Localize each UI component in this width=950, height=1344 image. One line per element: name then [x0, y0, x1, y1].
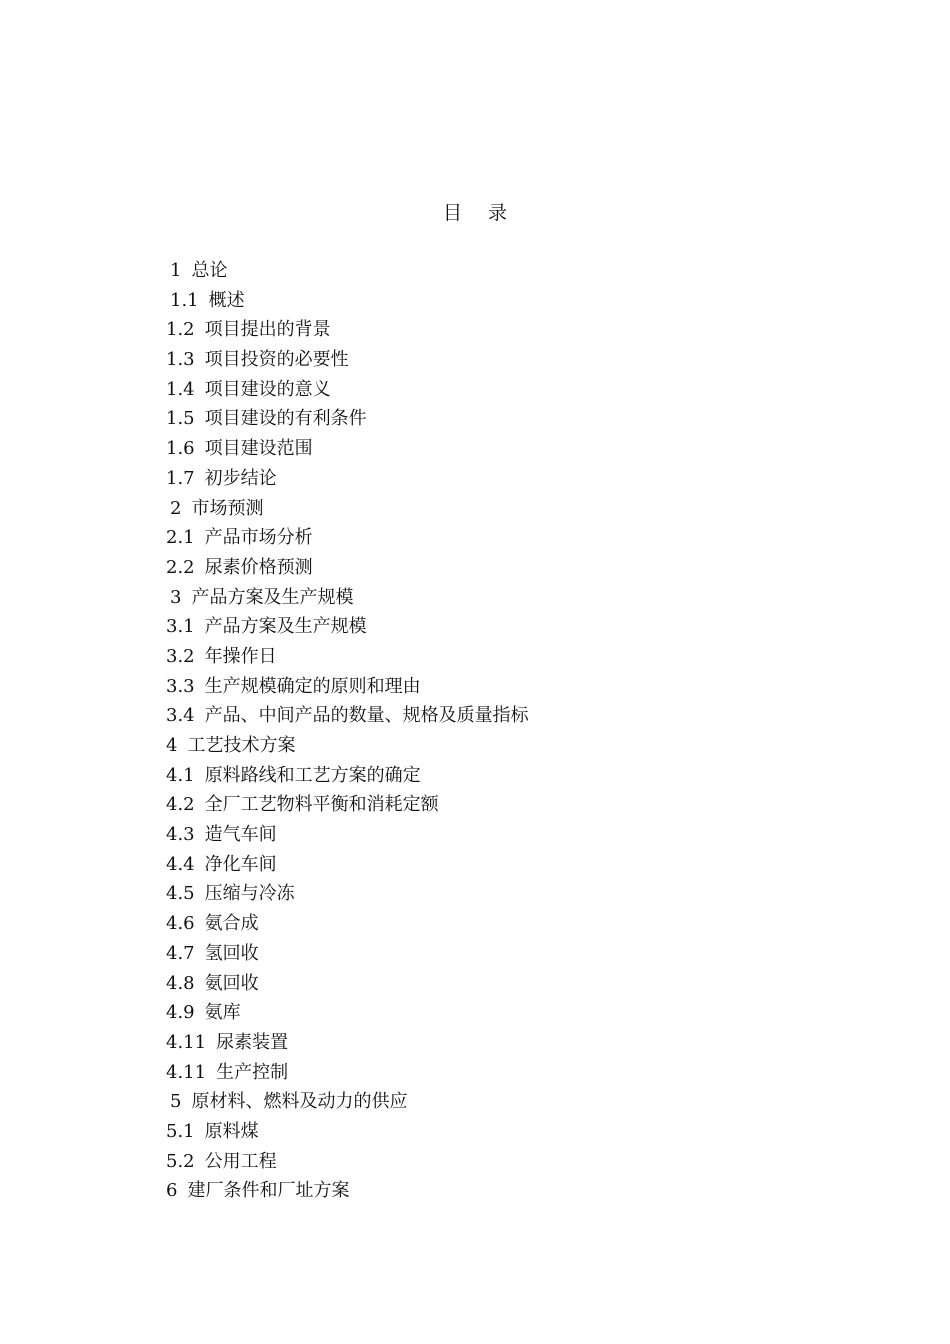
- toc-entry: [166, 404, 529, 434]
- toc-entry-text: 净化车间: [204, 853, 277, 875]
- toc-entry-text: 建厂条件和厂址方案: [187, 1180, 350, 1202]
- toc-entry-text: 生产规模确定的原则和理由: [204, 675, 421, 697]
- toc-entry-number: 2.1: [166, 527, 195, 549]
- toc-entry: [166, 939, 529, 969]
- toc-entry-number: 1.4: [166, 378, 195, 400]
- toc-entry: [166, 1147, 529, 1177]
- toc-entry-number: 4.11: [166, 1061, 207, 1083]
- toc-entry-number: 1.3: [166, 349, 195, 371]
- toc-entry-number: 4.2: [166, 794, 195, 816]
- toc-entry-number: 4.7: [166, 942, 195, 964]
- toc-entry: [166, 612, 529, 642]
- toc-entry: [166, 850, 529, 880]
- toc-title-part: 目: [442, 202, 462, 224]
- toc-entry-number: 4.6: [166, 913, 195, 935]
- toc-entry-number: 1.7: [166, 467, 195, 489]
- toc-entry: [166, 909, 529, 939]
- toc-entry-text: 总论: [191, 260, 228, 281]
- toc-entry: [166, 820, 529, 850]
- toc-entry: [166, 553, 529, 583]
- toc-entry: [166, 494, 529, 524]
- toc-entry: [166, 672, 529, 702]
- toc-title: [0, 198, 950, 225]
- toc-entry-number: 4.3: [166, 824, 195, 846]
- toc-entry-number: 4.8: [166, 972, 195, 994]
- toc-entry-text: 原料煤: [204, 1120, 259, 1142]
- toc-entry-text: 项目建设的意义: [204, 378, 331, 400]
- toc-entry: [166, 761, 529, 791]
- toc-entry-text: 尿素装置: [216, 1031, 289, 1053]
- toc-entry-text: 氨库: [204, 1002, 241, 1024]
- toc-entry: [166, 1176, 529, 1206]
- toc-entry-number: 1.1: [170, 289, 199, 311]
- toc-entry: [166, 731, 529, 761]
- toc-entry-number: 5: [170, 1091, 182, 1113]
- toc-entry-number: 3.4: [166, 705, 195, 727]
- toc-entry-number: 3.2: [166, 645, 195, 667]
- toc-entry-text: 氨回收: [204, 972, 259, 994]
- toc-entry-text: 原料路线和工艺方案的确定: [204, 764, 421, 786]
- toc-entry-number: 5.2: [166, 1150, 195, 1172]
- toc-entry: [166, 1087, 529, 1117]
- toc-entry: [166, 790, 529, 820]
- toc-entry: [166, 998, 529, 1028]
- toc-entry-text: 项目提出的背景: [204, 319, 331, 341]
- toc-entry-number: 1.6: [166, 438, 195, 460]
- toc-entry-text: 产品市场分析: [204, 527, 313, 549]
- toc-entry: [166, 523, 529, 553]
- toc-entry-text: 项目建设的有利条件: [204, 408, 367, 430]
- toc-entry: [166, 879, 529, 909]
- toc-entry-text: 造气车间: [204, 824, 277, 846]
- toc-entry-text: 市场预测: [191, 497, 264, 519]
- toc-entry: [166, 701, 529, 731]
- toc-list: [166, 256, 529, 1206]
- toc-entry: [166, 256, 529, 286]
- toc-entry-text: 压缩与冷冻: [204, 883, 295, 905]
- toc-entry-number: 4.5: [166, 883, 195, 905]
- toc-entry: [166, 434, 529, 464]
- toc-entry-text: 项目投资的必要性: [204, 349, 349, 371]
- toc-entry-text: 产品方案及生产规模: [204, 616, 367, 638]
- toc-entry-number: 3.3: [166, 675, 195, 697]
- toc-entry: [166, 1117, 529, 1147]
- toc-entry-text: 年操作日: [204, 645, 277, 667]
- toc-entry: [166, 642, 529, 672]
- toc-entry: [166, 315, 529, 345]
- toc-entry-number: 3.1: [166, 616, 195, 638]
- toc-entry-text: 原材料、燃料及动力的供应: [191, 1091, 408, 1113]
- toc-entry-text: 公用工程: [204, 1150, 277, 1172]
- toc-entry-number: 6: [166, 1180, 178, 1202]
- toc-entry-text: 尿素价格预测: [204, 556, 313, 578]
- toc-entry-number: 4.11: [166, 1031, 207, 1053]
- toc-entry-number: 5.1: [166, 1120, 195, 1142]
- toc-entry-number: 4.4: [166, 853, 195, 875]
- toc-entry-number: 1.5: [166, 408, 195, 430]
- toc-entry-number: 4.9: [166, 1002, 195, 1024]
- toc-entry-text: 产品、中间产品的数量、规格及质量指标: [204, 705, 529, 727]
- toc-entry: [166, 345, 529, 375]
- toc-entry-text: 产品方案及生产规模: [191, 586, 354, 608]
- toc-title-part: 录: [488, 202, 508, 224]
- toc-entry-text: 生产控制: [216, 1061, 289, 1083]
- toc-entry-text: 全厂工艺物料平衡和消耗定额: [204, 794, 439, 816]
- toc-entry: [166, 583, 529, 613]
- toc-entry: [166, 286, 529, 316]
- toc-entry-number: 2: [170, 497, 182, 519]
- toc-entry-text: 工艺技术方案: [187, 735, 296, 756]
- toc-entry-number: 1.2: [166, 319, 195, 341]
- toc-entry-number: 1: [170, 260, 182, 281]
- toc-entry-number: 4.1: [166, 764, 195, 786]
- toc-entry-number: 4: [166, 735, 178, 756]
- toc-entry-text: 氨合成: [204, 913, 259, 935]
- toc-entry-number: 2.2: [166, 556, 195, 578]
- toc-entry-text: 初步结论: [204, 467, 277, 489]
- toc-entry-text: 项目建设范围: [204, 438, 313, 460]
- toc-entry-text: 概述: [208, 289, 245, 311]
- toc-entry: [166, 1028, 529, 1058]
- toc-entry: [166, 969, 529, 999]
- toc-entry: [166, 464, 529, 494]
- toc-entry: [166, 375, 529, 405]
- toc-entry-text: 氢回收: [204, 942, 259, 964]
- toc-entry-number: 3: [170, 586, 182, 608]
- toc-entry: [166, 1058, 529, 1088]
